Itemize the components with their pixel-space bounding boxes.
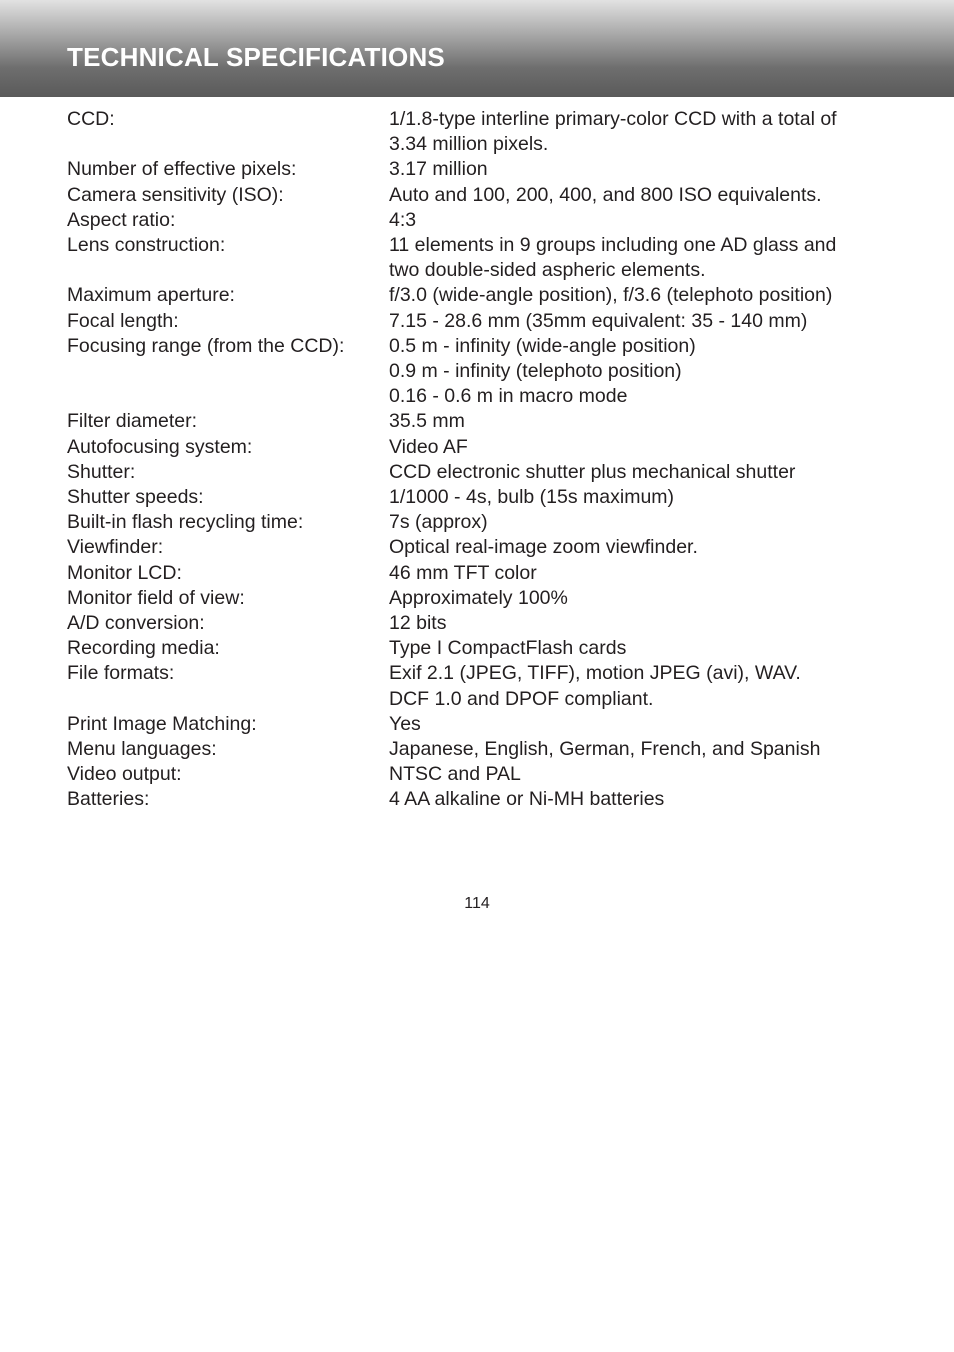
spec-label: Filter diameter: (67, 410, 198, 433)
spec-label: Recording media: (67, 637, 220, 660)
spec-label: Camera sensitivity (ISO): (67, 183, 284, 206)
spec-row (67, 787, 897, 812)
spec-value-line: 1/1.8-type interline primary-color CCD with a total of (389, 108, 837, 130)
spec-value-line: Exif 2.1 (JPEG, TIFF), motion JPEG (avi), WAV. (389, 662, 801, 685)
spec-value (389, 737, 897, 762)
spec-value (389, 586, 897, 611)
spec-label: Monitor field of view: (67, 586, 245, 609)
spec-label: Print Image Matching: (67, 712, 257, 735)
spec-value-line: 7s (approx) (389, 511, 488, 534)
spec-value-line: 46 mm TFT color (389, 561, 537, 584)
spec-value (389, 485, 897, 510)
spec-value (389, 409, 897, 434)
spec-row (67, 435, 897, 460)
spec-value (389, 183, 897, 208)
spec-value-line: 0.16 - 0.6 m in macro mode (389, 385, 628, 408)
spec-value-line: 4 AA alkaline or Ni-MH batteries (389, 788, 665, 811)
spec-row (67, 183, 897, 208)
spec-value (389, 233, 897, 283)
spec-label: CCD: (67, 108, 115, 130)
spec-label: Lens construction: (67, 234, 226, 257)
spec-label: Viewfinder: (67, 536, 164, 559)
spec-value-line: Video AF (389, 435, 468, 458)
spec-value (389, 460, 897, 485)
spec-label: Shutter: (67, 460, 136, 483)
spec-value-line: NTSC and PAL (389, 763, 521, 786)
spec-row (67, 208, 897, 233)
spec-row (67, 535, 897, 560)
spec-value-line: 4:3 (389, 208, 417, 231)
spec-row (67, 636, 897, 661)
spec-value-line: 7.15 - 28.6 mm (35mm equivalent: 35 - 140 mm) (389, 309, 808, 332)
spec-label: Autofocusing system: (67, 435, 253, 458)
spec-value (389, 157, 897, 182)
spec-row (67, 762, 897, 787)
spec-row (67, 334, 897, 410)
spec-value (389, 787, 897, 812)
spec-row (67, 586, 897, 611)
spec-value (389, 712, 897, 737)
spec-value-line: Auto and 100, 200, 400, and 800 ISO equivalents. (389, 183, 822, 206)
spec-label: Maximum aperture: (67, 284, 235, 307)
spec-value-line: 3.17 million (389, 158, 488, 181)
spec-value (389, 334, 897, 410)
spec-label: Aspect ratio: (67, 208, 176, 231)
spec-label: File formats: (67, 662, 175, 685)
header-banner (0, 0, 954, 97)
spec-row (67, 309, 897, 334)
spec-row (67, 510, 897, 535)
spec-label: Video output: (67, 763, 182, 786)
spec-value (389, 510, 897, 535)
spec-value (389, 762, 897, 787)
spec-value-line: 35.5 mm (389, 410, 465, 433)
spec-value (389, 283, 897, 308)
spec-row (67, 611, 897, 636)
spec-value (389, 535, 897, 560)
spec-label: Focusing range (from the CCD): (67, 334, 345, 357)
spec-value (389, 611, 897, 636)
spec-row (67, 561, 897, 586)
spec-value (389, 309, 897, 334)
spec-value-line: 12 bits (389, 612, 447, 635)
spec-value (389, 636, 897, 661)
spec-value-line: Yes (389, 712, 421, 735)
spec-row (67, 485, 897, 510)
page-number: 114 (464, 895, 490, 912)
spec-label: Batteries: (67, 788, 150, 811)
spec-row (67, 283, 897, 308)
spec-value-line: Japanese, English, German, French, and Spanish (389, 738, 821, 761)
spec-value-line: Optical real-image zoom viewfinder. (389, 536, 698, 559)
spec-value-line: two double-sided aspheric elements. (389, 259, 706, 282)
spec-row (67, 157, 897, 182)
spec-value-line: Approximately 100% (389, 586, 568, 609)
spec-row (67, 409, 897, 434)
spec-row (67, 233, 897, 283)
spec-row (67, 460, 897, 485)
spec-value-line: f/3.0 (wide-angle position), f/3.6 (telephoto position) (389, 284, 833, 307)
spec-value (389, 107, 897, 157)
spec-label: Focal length: (67, 309, 179, 332)
spec-row (67, 107, 897, 157)
page-title: TECHNICAL SPECIFICATIONS (67, 42, 445, 72)
spec-value-line: 3.34 million pixels. (389, 133, 549, 156)
specifications-table (67, 107, 897, 813)
spec-value-line: 11 elements in 9 groups including one AD glass and (389, 234, 837, 257)
spec-value-line: CCD electronic shutter plus mechanical shutter (389, 460, 796, 483)
spec-label: A/D conversion: (67, 612, 205, 635)
spec-value-line: DCF 1.0 and DPOF compliant. (389, 687, 654, 710)
spec-row (67, 737, 897, 762)
spec-label: Shutter speeds: (67, 486, 204, 509)
spec-value (389, 661, 897, 711)
spec-value-line: 0.5 m - infinity (wide-angle position) (389, 334, 696, 357)
spec-label: Number of effective pixels: (67, 158, 297, 181)
spec-value-line: 0.9 m - infinity (telephoto position) (389, 360, 682, 383)
spec-value (389, 561, 897, 586)
spec-value-line: 1/1000 - 4s, bulb (15s maximum) (389, 486, 675, 509)
spec-row (67, 712, 897, 737)
spec-row (67, 661, 897, 711)
spec-value (389, 208, 897, 233)
spec-value-line: Type I CompactFlash cards (389, 637, 627, 660)
spec-label: Monitor LCD: (67, 561, 182, 584)
spec-label: Built-in flash recycling time: (67, 511, 304, 534)
spec-label: Menu languages: (67, 738, 217, 761)
spec-value (389, 435, 897, 460)
